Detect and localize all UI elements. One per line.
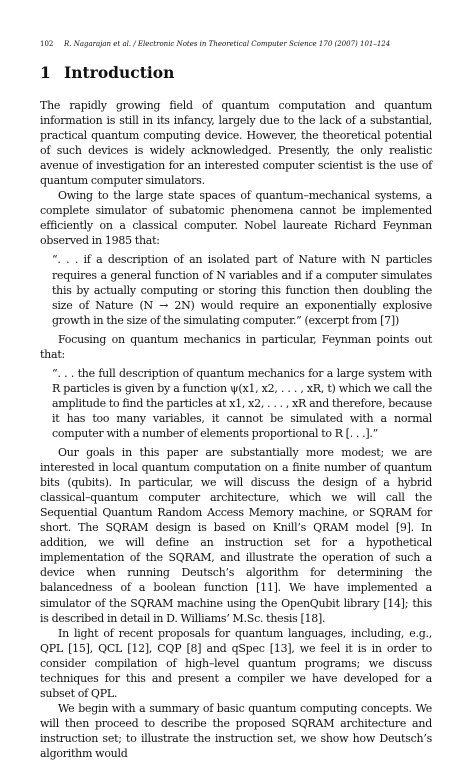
paragraph-2: Owing to the large state spaces of quantum–mechanical systems, a complete simulator of subatomic phenomena cannot be implemented efficiently on a classical computer. Nobel laureate Richard Feynman observed in 1985 that: <box>40 189 432 248</box>
paragraph-3: Focusing on quantum mechanics in particular, Feynman points out that: <box>40 332 432 361</box>
paragraph-1: The rapidly growing field of quantum computation and quantum information is still in its infancy, largely due to the lack of a substantial, practical quantum computing device. However, the theoretical potential of such devices is widely acknowledged. Presently, the only realistic avenue of investigation for an interested computer scientist is the use of quantum computer simulators. <box>40 99 432 188</box>
section-title: Introduction <box>64 63 175 82</box>
feynman-quote-2: “. . . the full description of quantum mechanics for a large system with R particles is given by a function ψ(x1, x2, . . . , xR, t) which we call the amplitude to find the particles at x1, x2, . . . , xR and therefore, because it has too many variables, it cannot be simulated with a normal computer with a number of elements proportional to R [. . .].” <box>52 366 432 440</box>
journal-citation: R. Nagarajan et al. / Electronic Notes in Theoretical Computer Science 170 (2007) 101–124 <box>64 40 391 48</box>
section-number: 1 <box>40 63 51 82</box>
page-number: 102 <box>40 40 54 48</box>
running-head <box>40 40 440 49</box>
feynman-quote-1: “. . . if a description of an isolated part of Nature with N particles requires a general function of N variables and if a computer simulates this by actually computing or storing this function then doubling the size of Nature (N → 2N) would require an exponentially explosive growth in the size of the simulating computer.” (excerpt from [7]) <box>52 253 432 327</box>
paragraph-5: In light of recent proposals for quantum languages, including, e.g., QPL [15], QCL [12], CQP [8] and qSpec [13], we feel it is in order to consider compilation of high–level quantum programs; we discuss techniques for this and present a compiler we have developed for a subset of QPL. <box>40 626 432 700</box>
paragraph-4: Our goals in this paper are substantially more modest; we are interested in local quantum computation on a finite number of quantum bits (qubits). In particular, we will discuss the design of a hybrid classical–quantum computer architecture, which we will call the Sequential Quantum Random Access Memory machine, or SQRAM for short. The SQRAM design is based on Knill’s QRAM model [9]. In addition, we will define an instruction set for a hypothetical implementation of the SQRAM, and illustrate the operation of such a device when running Deutsch’s algorithm for determining the balancedness of a boolean function [11]. We have implemented a simulator of the SQRAM machine using the OpenQubit library [14]; this is described in detail in D. Williams’ M.Sc. thesis [18]. <box>40 446 432 625</box>
paragraph-6: We begin with a summary of basic quantum computing concepts. We will then proceed to describe the proposed SQRAM architecture and instruction set; to illustrate the instruction set, we show how Deutsch’s algorithm would <box>40 701 432 760</box>
section-heading <box>40 64 174 82</box>
body-text <box>40 98 432 761</box>
